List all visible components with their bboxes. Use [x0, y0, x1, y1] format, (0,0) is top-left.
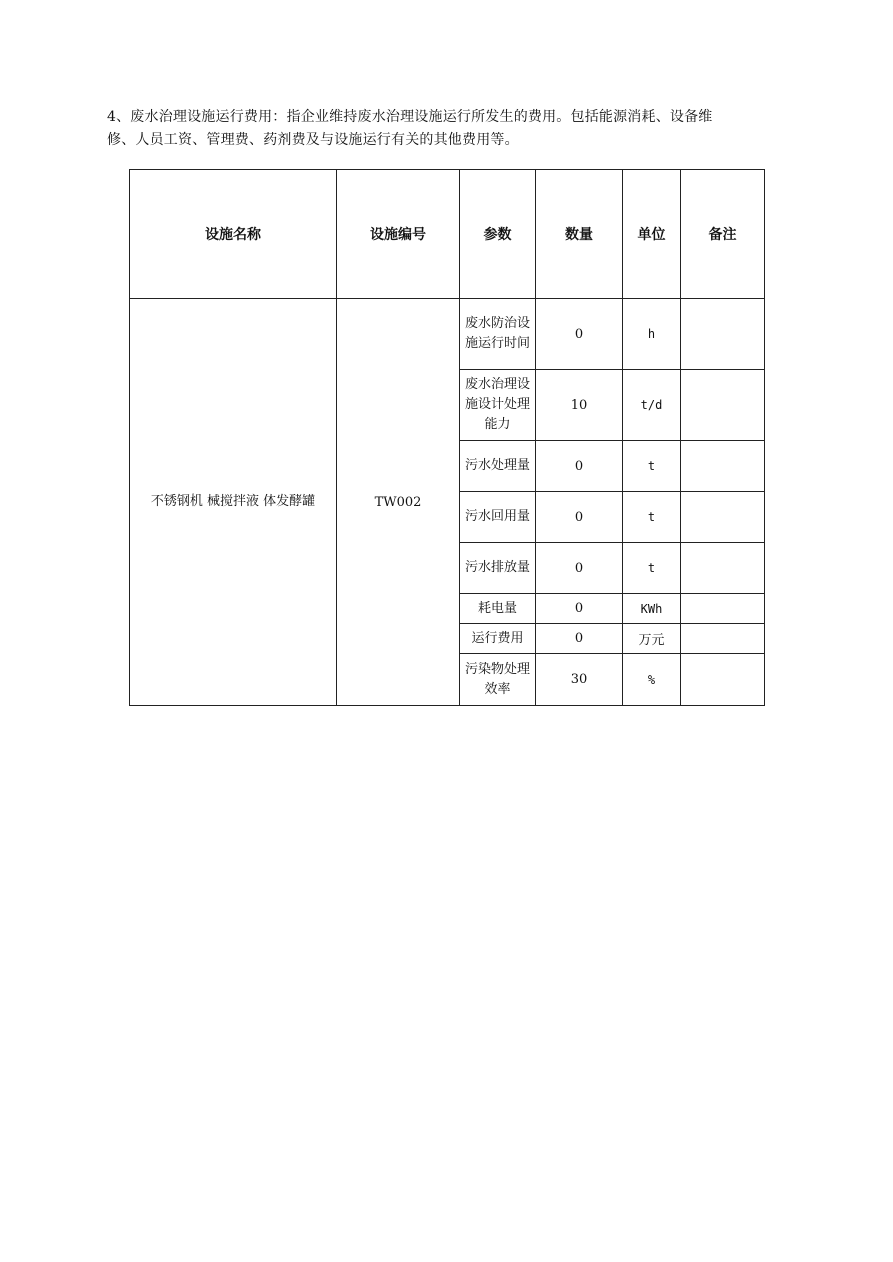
unit-cell: 万元: [623, 624, 681, 654]
facility-name-cell: 不锈钢机 械搅拌液 体发酵罐: [130, 299, 337, 706]
header-unit: 单位: [623, 170, 681, 299]
table-header-row: [130, 170, 765, 299]
param-cell: 废水治理设施设计处理能力: [460, 370, 536, 441]
unit-cell: t: [623, 441, 681, 492]
param-cell: 污染物处理效率: [460, 654, 536, 706]
param-cell: 污水处理量: [460, 441, 536, 492]
intro-line-1: 4、废水治理设施运行费用：指企业维持废水治理设施运行所发生的费用。包括能源消耗、设备维: [107, 109, 713, 125]
unit-cell: KWh: [623, 594, 681, 624]
intro-line-2: 修、人员工资、管理费、药剂费及与设施运行有关的其他费用等。: [107, 132, 519, 148]
note-cell: [681, 492, 765, 543]
header-quantity: 数量: [536, 170, 623, 299]
intro-paragraph: [107, 106, 787, 152]
qty-cell: 0: [536, 624, 623, 654]
param-cell: 污水排放量: [460, 543, 536, 594]
unit-cell: t/d: [623, 370, 681, 441]
note-cell: [681, 441, 765, 492]
facility-cost-table: [129, 169, 765, 706]
qty-cell: 0: [536, 594, 623, 624]
param-cell: 污水回用量: [460, 492, 536, 543]
header-parameter: 参数: [460, 170, 536, 299]
unit-cell: t: [623, 543, 681, 594]
qty-cell: 0: [536, 492, 623, 543]
unit-cell: h: [623, 299, 681, 370]
qty-cell: 0: [536, 441, 623, 492]
header-remarks: 备注: [681, 170, 765, 299]
note-cell: [681, 299, 765, 370]
qty-cell: 30: [536, 654, 623, 706]
qty-cell: 10: [536, 370, 623, 441]
unit-cell: %: [623, 654, 681, 706]
facility-code-cell: TW002: [337, 299, 460, 706]
note-cell: [681, 370, 765, 441]
qty-cell: 0: [536, 543, 623, 594]
param-cell: 运行费用: [460, 624, 536, 654]
note-cell: [681, 654, 765, 706]
param-cell: 耗电量: [460, 594, 536, 624]
table-row: [130, 299, 765, 370]
note-cell: [681, 543, 765, 594]
qty-cell: 0: [536, 299, 623, 370]
note-cell: [681, 594, 765, 624]
header-facility-name: 设施名称: [130, 170, 337, 299]
unit-cell: t: [623, 492, 681, 543]
note-cell: [681, 624, 765, 654]
param-cell: 废水防治设施运行时间: [460, 299, 536, 370]
header-facility-code: 设施编号: [337, 170, 460, 299]
